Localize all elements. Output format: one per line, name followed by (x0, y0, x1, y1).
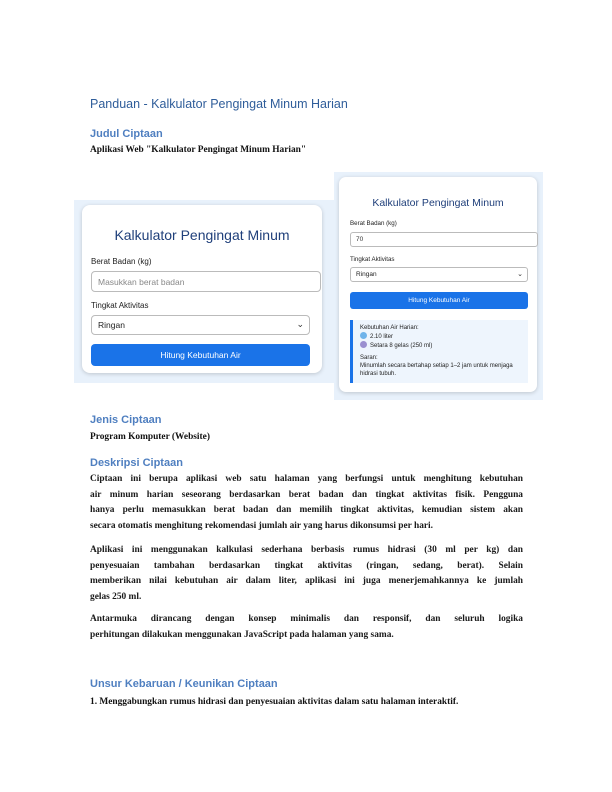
calculate-button[interactable]: Hitung Kebutuhan Air (91, 344, 310, 366)
weight-label: Berat Badan (kg) (350, 220, 397, 227)
chevron-down-icon: ⌄ (517, 271, 523, 278)
section-heading-jenis: Jenis Ciptaan (90, 414, 162, 426)
chevron-down-icon: ⌄ (296, 319, 304, 329)
result-heading: Kebutuhan Air Harian: (360, 325, 419, 331)
glass-icon (360, 341, 367, 348)
deskripsi-paragraph-2 (90, 543, 523, 605)
paragraph-line: Ciptaan ini berupa aplikasi web satu halaman yang berfungsi untuk menghitung kebutuhan (90, 474, 523, 484)
calculate-button[interactable]: Hitung Kebutuhan Air (350, 292, 528, 309)
paragraph-line: memberikan nilai kebutuhan air dalam liter, aplikasi ini juga menerjemahkannya ke jumlah (90, 576, 523, 587)
weight-label: Berat Badan (kg) (91, 257, 152, 266)
result-box (350, 320, 528, 383)
activity-label: Tingkat Aktivitas (350, 256, 395, 263)
activity-selected-value: Ringan (356, 271, 377, 278)
activity-selected-value: Ringan (98, 320, 125, 330)
judul-text: Aplikasi Web "Kalkulator Pengingat Minum Harian" (90, 145, 307, 155)
calculator-title: Kalkulator Pengingat Minum (372, 197, 504, 209)
paragraph-line: perhitungan dilakukan menggunakan JavaScript pada halaman yang sama. (90, 629, 394, 640)
calculator-card (339, 177, 537, 392)
jenis-text: Program Komputer (Website) (90, 432, 210, 442)
result-liters: 2.10 liter (370, 334, 394, 340)
section-heading-deskripsi: Deskripsi Ciptaan (90, 457, 183, 469)
screenshot-form-empty (74, 200, 336, 383)
calculator-title: Kalkulator Pengingat Minum (114, 227, 290, 243)
paragraph-line: gelas 250 ml. (90, 591, 142, 602)
paragraph-line: hanya perlu memasukkan berat badan dan memilih tingkat aktivitas, kemudian sistem akan (90, 505, 523, 516)
deskripsi-paragraph-3 (90, 612, 523, 643)
paragraph-line: air minum harian seseorang berdasarkan berat badan dan tingkat aktivitas fisik. Pengguna (90, 489, 523, 500)
deskripsi-paragraph-1 (90, 472, 523, 534)
paragraph-line: penyesuaian tambahan berdasarkan tingkat aktivitas (ringan, sedang, berat). Selain (90, 560, 523, 571)
water-drop-icon (360, 332, 367, 339)
weight-input[interactable]: Masukkan berat badan (91, 271, 321, 292)
paragraph-line: Aplikasi ini menggunakan kalkulasi sederhana berbasis rumus hidrasi (30 ml per kg) dan (90, 545, 523, 555)
section-heading-unsur: Unsur Kebaruan / Keunikan Ciptaan (90, 678, 278, 690)
suggestion-text: Minumlah secara bertahap setiap 1–2 jam untuk menjaga hidrasi tubuh. (360, 363, 513, 377)
screenshot-form-result (334, 172, 543, 400)
activity-label: Tingkat Aktivitas (91, 301, 149, 310)
result-glasses: Setara 8 gelas (250 ml) (370, 343, 433, 349)
paragraph-line: Antarmuka dirancang dengan konsep minimalis dan responsif, dan seluruh logika (90, 614, 523, 624)
document-title: Panduan - Kalkulator Pengingat Minum Harian (90, 97, 348, 111)
weight-input[interactable]: 70 (350, 232, 538, 247)
calculator-card (82, 205, 322, 373)
suggestion-heading: Saran: (360, 355, 378, 361)
unsur-item-1: 1. Menggabungkan rumus hidrasi dan penyesuaian aktivitas dalam satu halaman interaktif. (90, 697, 459, 707)
paragraph-line: secara otomatis menghitung rekomendasi jumlah air yang harus dikonsumsi per hari. (90, 520, 434, 531)
activity-select[interactable] (350, 267, 528, 282)
result-glasses-row (360, 341, 521, 350)
section-heading-judul: Judul Ciptaan (90, 128, 163, 140)
result-liters-row (360, 332, 521, 341)
activity-select[interactable] (91, 315, 310, 335)
